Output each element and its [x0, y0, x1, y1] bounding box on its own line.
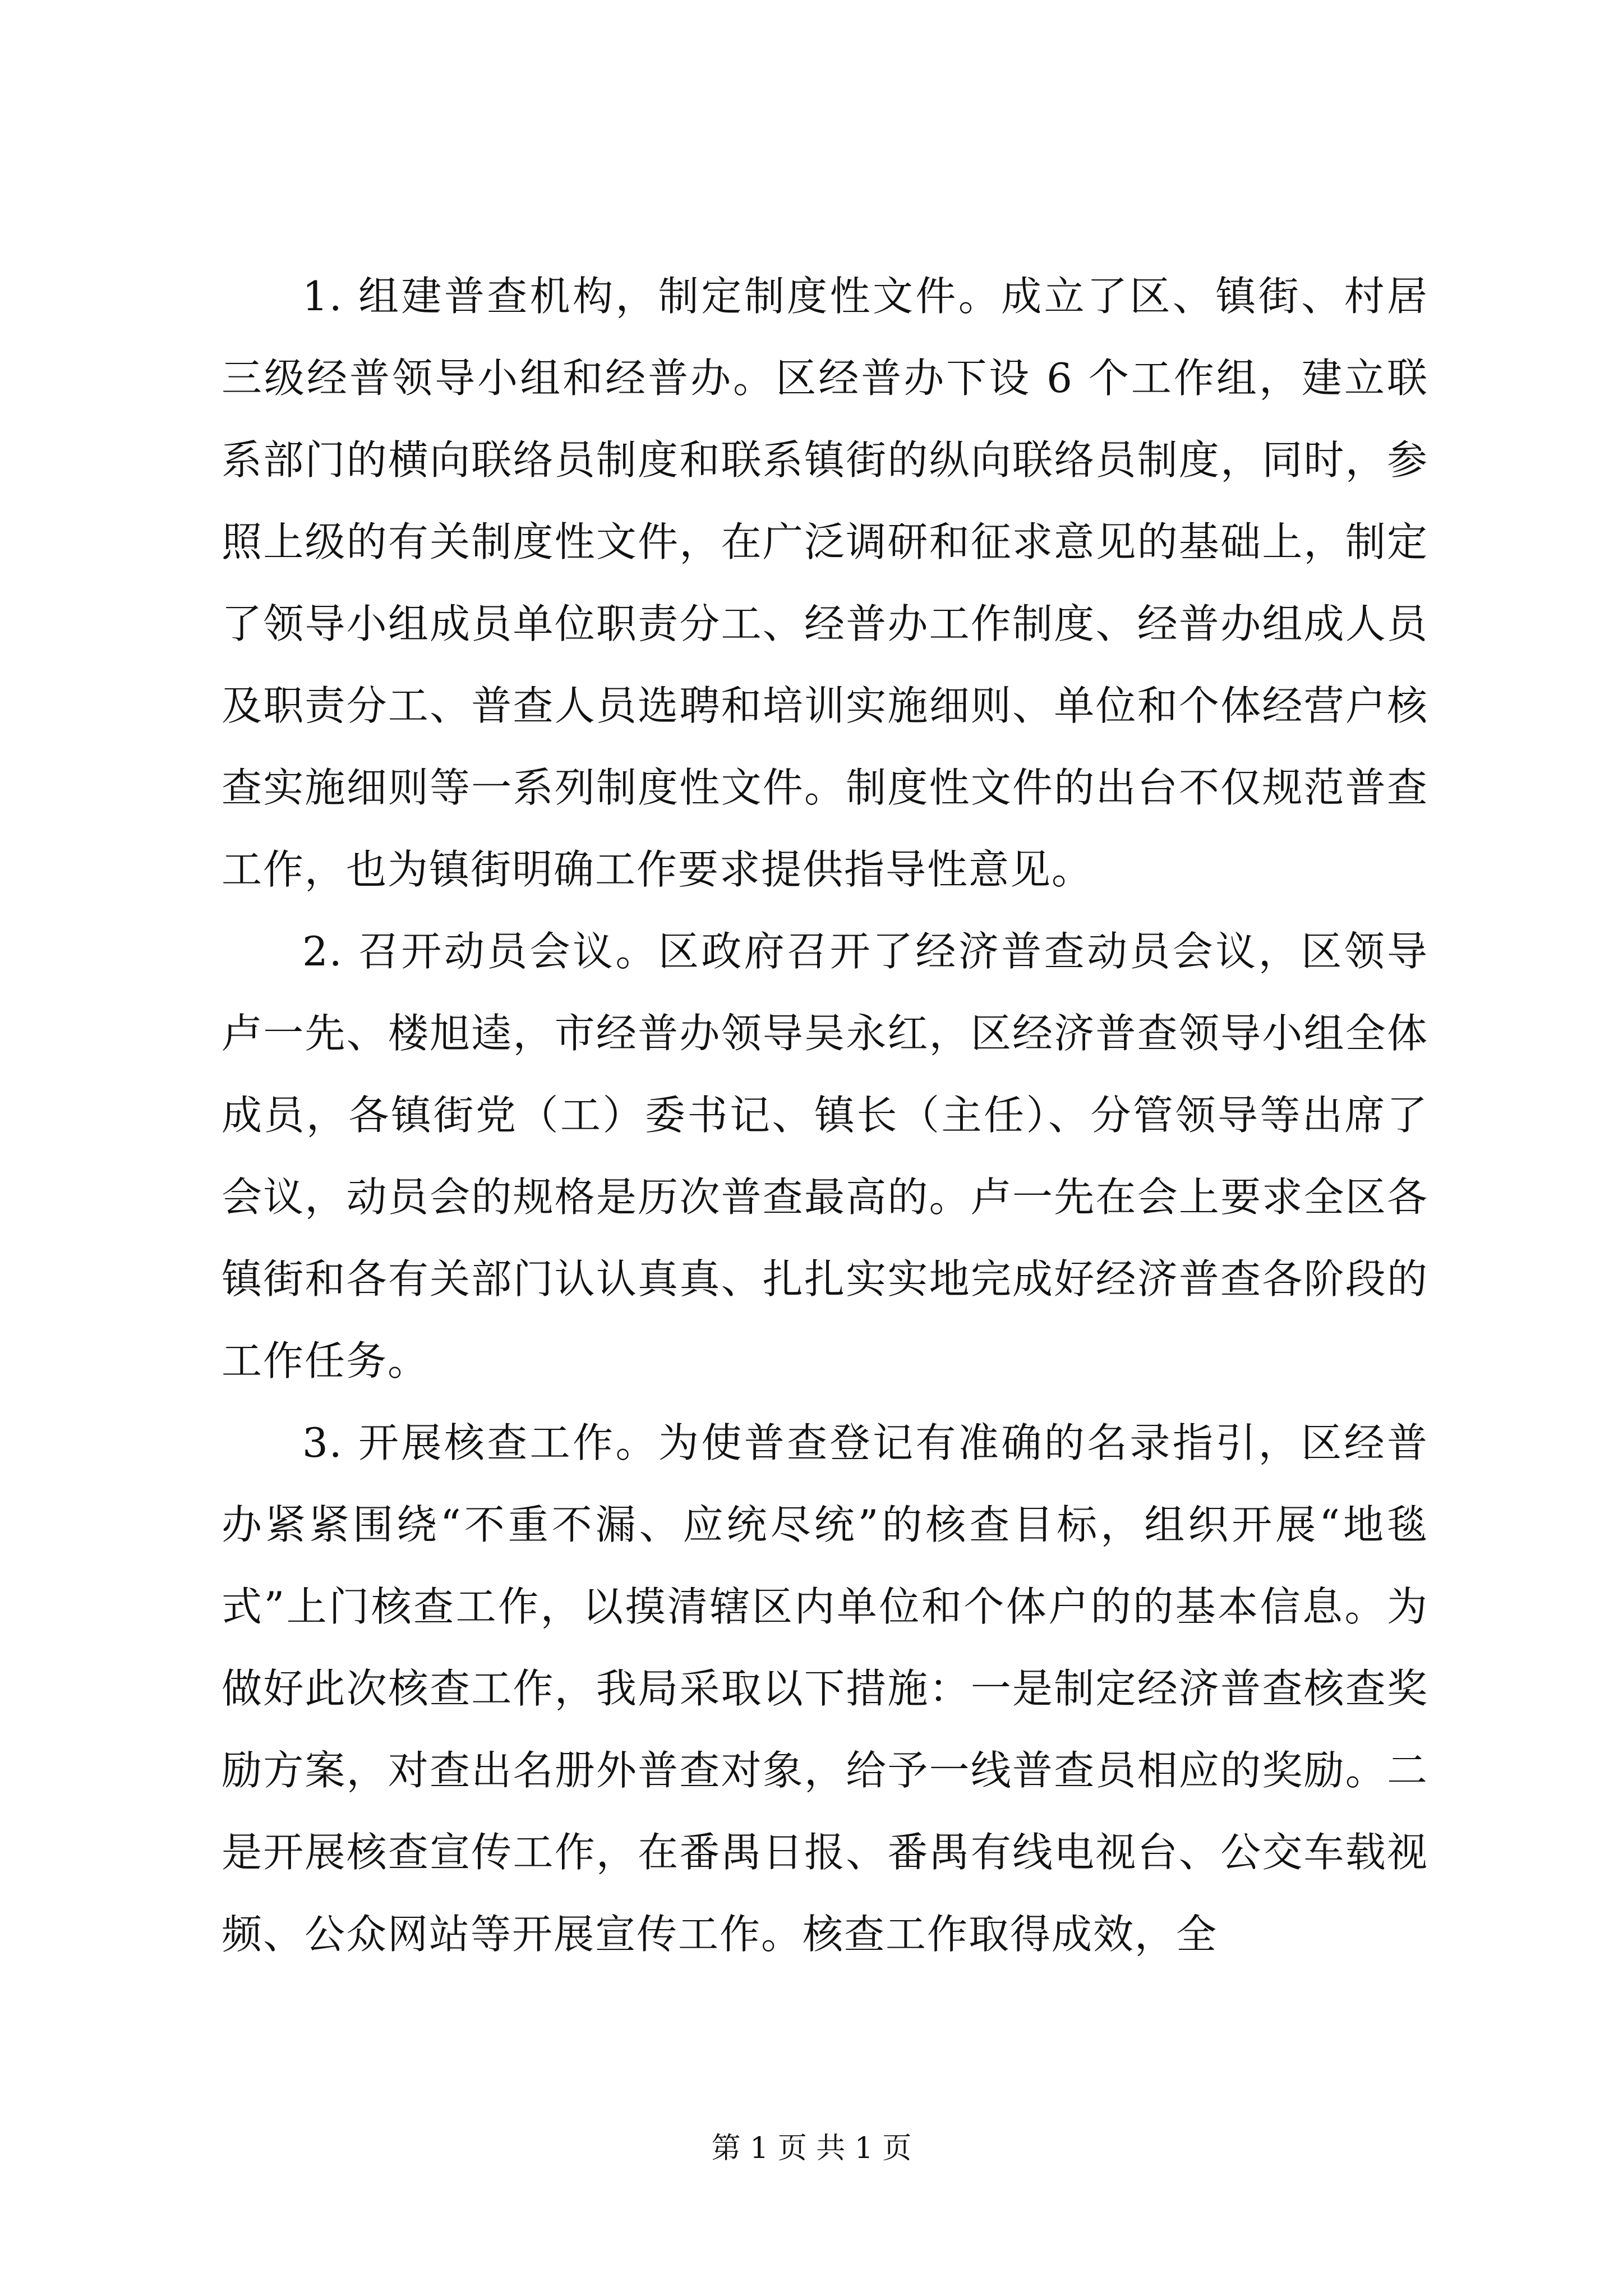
paragraph-2: 2. 召开动员会议。区政府召开了经济普查动员会议，区领导卢一先、楼旭逵，市经普办领导吴永红，区经济普查领导小组全体成员，各镇街党（工）委书记、镇长（主任）、分管领导等出席了会议，动员会的规格是历次普查最高的。卢一先在会上要求全区各镇街和各有关部门认认真真、扎扎实实地完成好经济普查各阶段的工作任务。 — [222, 928, 1428, 1384]
paragraph-1: 1. 组建普查机构，制定制度性文件。成立了区、镇街、村居三级经普领导小组和经普办。区经普办下设 6 个工作组，建立联系部门的横向联络员制度和联系镇街的纵向联络员制度，同时，参照上级的有关制度性文件，在广泛调研和征求意见的基础上，制定了领导小组成员单位职责分工、经普办工作制度、经普办组成人员及职责分工、普查人员选聘和培训实施细则、单位和个体经营户核查实施细则等一系列制度性文件。制度性文件的出台不仅规范普查工作，也为镇街明确工作要求提供指导性意见。 — [222, 273, 1428, 893]
paragraph-3: 3. 开展核查工作。为使普查登记有准确的名录指引，区经普办紧紧围绕“不重不漏、应统尽统”的核查目标，组织开展“地毯式”上门核查工作，以摸清辖区内单位和个体户的的基本信息。为做好此次核查工作，我局采取以下措施：一是制定经济普查核查奖励方案，对查出名册外普查对象，给予一线普查员相应的奖励。二是开展核查宣传工作，在番禺日报、番禺有线电视台、公交车载视频、公众网站等开展宣传工作。核查工作取得成效，全 — [222, 1419, 1428, 1958]
document-body — [222, 255, 1428, 1975]
page-footer: 第 1 页 共 1 页 — [711, 2132, 912, 2165]
